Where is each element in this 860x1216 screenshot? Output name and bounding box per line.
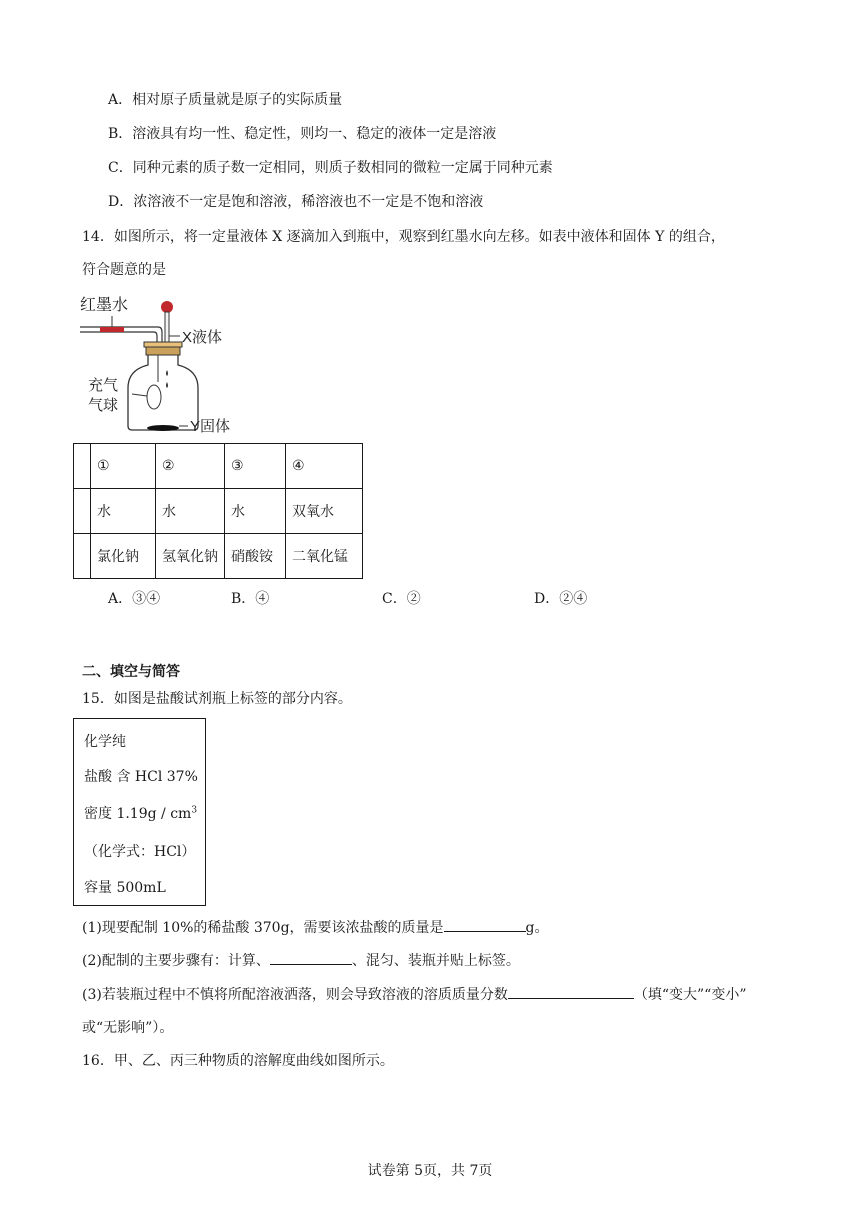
label-volume: 容量 500mL — [84, 880, 166, 896]
table-row — [74, 534, 363, 579]
table-cell — [74, 489, 91, 534]
table-cell: ③ — [225, 444, 286, 489]
answer-blank-3[interactable] — [508, 984, 634, 999]
q14-option-a: A．③④ — [108, 591, 161, 607]
table-cell — [74, 444, 91, 489]
section-title: 二、填空与简答 — [82, 664, 180, 680]
balloon — [147, 385, 161, 409]
q13-option-b: B．溶液具有均一性、稳定性，则均一、稳定的液体一定是溶液 — [108, 126, 497, 142]
red-ink-drop — [100, 327, 124, 332]
table-cell: 水 — [156, 489, 225, 534]
table-cell — [74, 534, 91, 579]
dropper-bulb — [161, 301, 173, 313]
label-y-solid: Y固体 — [190, 418, 231, 435]
q14-option-c: C．② — [382, 591, 421, 607]
label-formula: （化学式：HCl） — [84, 844, 196, 860]
table-cell: 硝酸铵 — [225, 534, 286, 579]
q15-part2: (2)配制的主要步骤有：计算、 、混匀、装瓶并贴上标签。 — [82, 950, 520, 971]
stopper-body — [146, 347, 180, 355]
label-x-liquid: X液体 — [182, 329, 223, 346]
bottle-outline — [128, 355, 198, 430]
label-grade: 化学纯 — [84, 734, 126, 750]
table-cell: ④ — [286, 444, 363, 489]
q16-stem: 16．甲、乙、丙三种物质的溶解度曲线如图所示。 — [82, 1053, 394, 1069]
balloon-pointer-line — [132, 394, 147, 396]
q15-part1: (1)现要配制 10%的稀盐酸 370g，需要该浓盐酸的质量是 g。 — [82, 917, 549, 938]
table-cell: 双氧水 — [286, 489, 363, 534]
q14-stem-cont: 符合题意的是 — [82, 262, 166, 278]
table-cell: 水 — [91, 489, 156, 534]
label-density: 密度 $1.19g / cm^3$ — [84, 805, 198, 822]
table-cell: 氢氧化钠 — [156, 534, 225, 579]
answer-blank-2[interactable] — [270, 950, 352, 965]
y-solid-heap — [147, 425, 179, 431]
table-row — [74, 444, 363, 489]
table-cell: 氯化钠 — [91, 534, 156, 579]
table-cell: ① — [91, 444, 156, 489]
q14-stem: 14．如图所示，将一定量液体 X 逐滴加入到瓶中，观察到红墨水向左移。如表中液体和固体 Y 的组合， — [82, 229, 725, 245]
drop-1 — [166, 370, 168, 376]
reagent-label-box — [73, 718, 206, 906]
table-cell: ② — [156, 444, 225, 489]
label-balloon-1: 充气 — [88, 377, 119, 394]
page-footer: 试卷第 5页，共 7页 — [367, 1163, 493, 1179]
q13-option-d: D．浓溶液不一定是饱和溶液，稀溶液也不一定是不饱和溶液 — [108, 194, 484, 210]
answer-blank-1[interactable] — [444, 917, 526, 932]
q13-option-c: C．同种元素的质子数一定相同，则质子数相同的微粒一定属于同种元素 — [108, 160, 553, 176]
drop-2 — [166, 382, 168, 388]
q14-option-d: D．②④ — [534, 591, 588, 607]
q15-part3: (3)若装瓶过程中不慎将所配溶液洒落，则会导致溶液的溶质质量分数 （填“变大”“变小” — [82, 984, 746, 1005]
apparatus-figure — [80, 290, 260, 435]
table-row — [74, 489, 363, 534]
table-cell: 二氧化锰 — [286, 534, 363, 579]
q13-option-a: A．相对原子质量就是原子的实际质量 — [108, 92, 343, 108]
q14-option-b: B．④ — [231, 591, 270, 607]
stopper-top — [144, 342, 182, 347]
q15-part3-cont: 或“无影响”）。 — [82, 1020, 174, 1036]
q15-stem: 15．如图是盐酸试剂瓶上标签的部分内容。 — [82, 691, 352, 707]
label-acid: 盐酸 含 HCl 37% — [84, 769, 198, 785]
label-red-ink: 红墨水 — [80, 297, 129, 314]
table-cell: 水 — [225, 489, 286, 534]
label-balloon-2: 气球 — [88, 397, 119, 414]
combination-table — [73, 443, 363, 579]
